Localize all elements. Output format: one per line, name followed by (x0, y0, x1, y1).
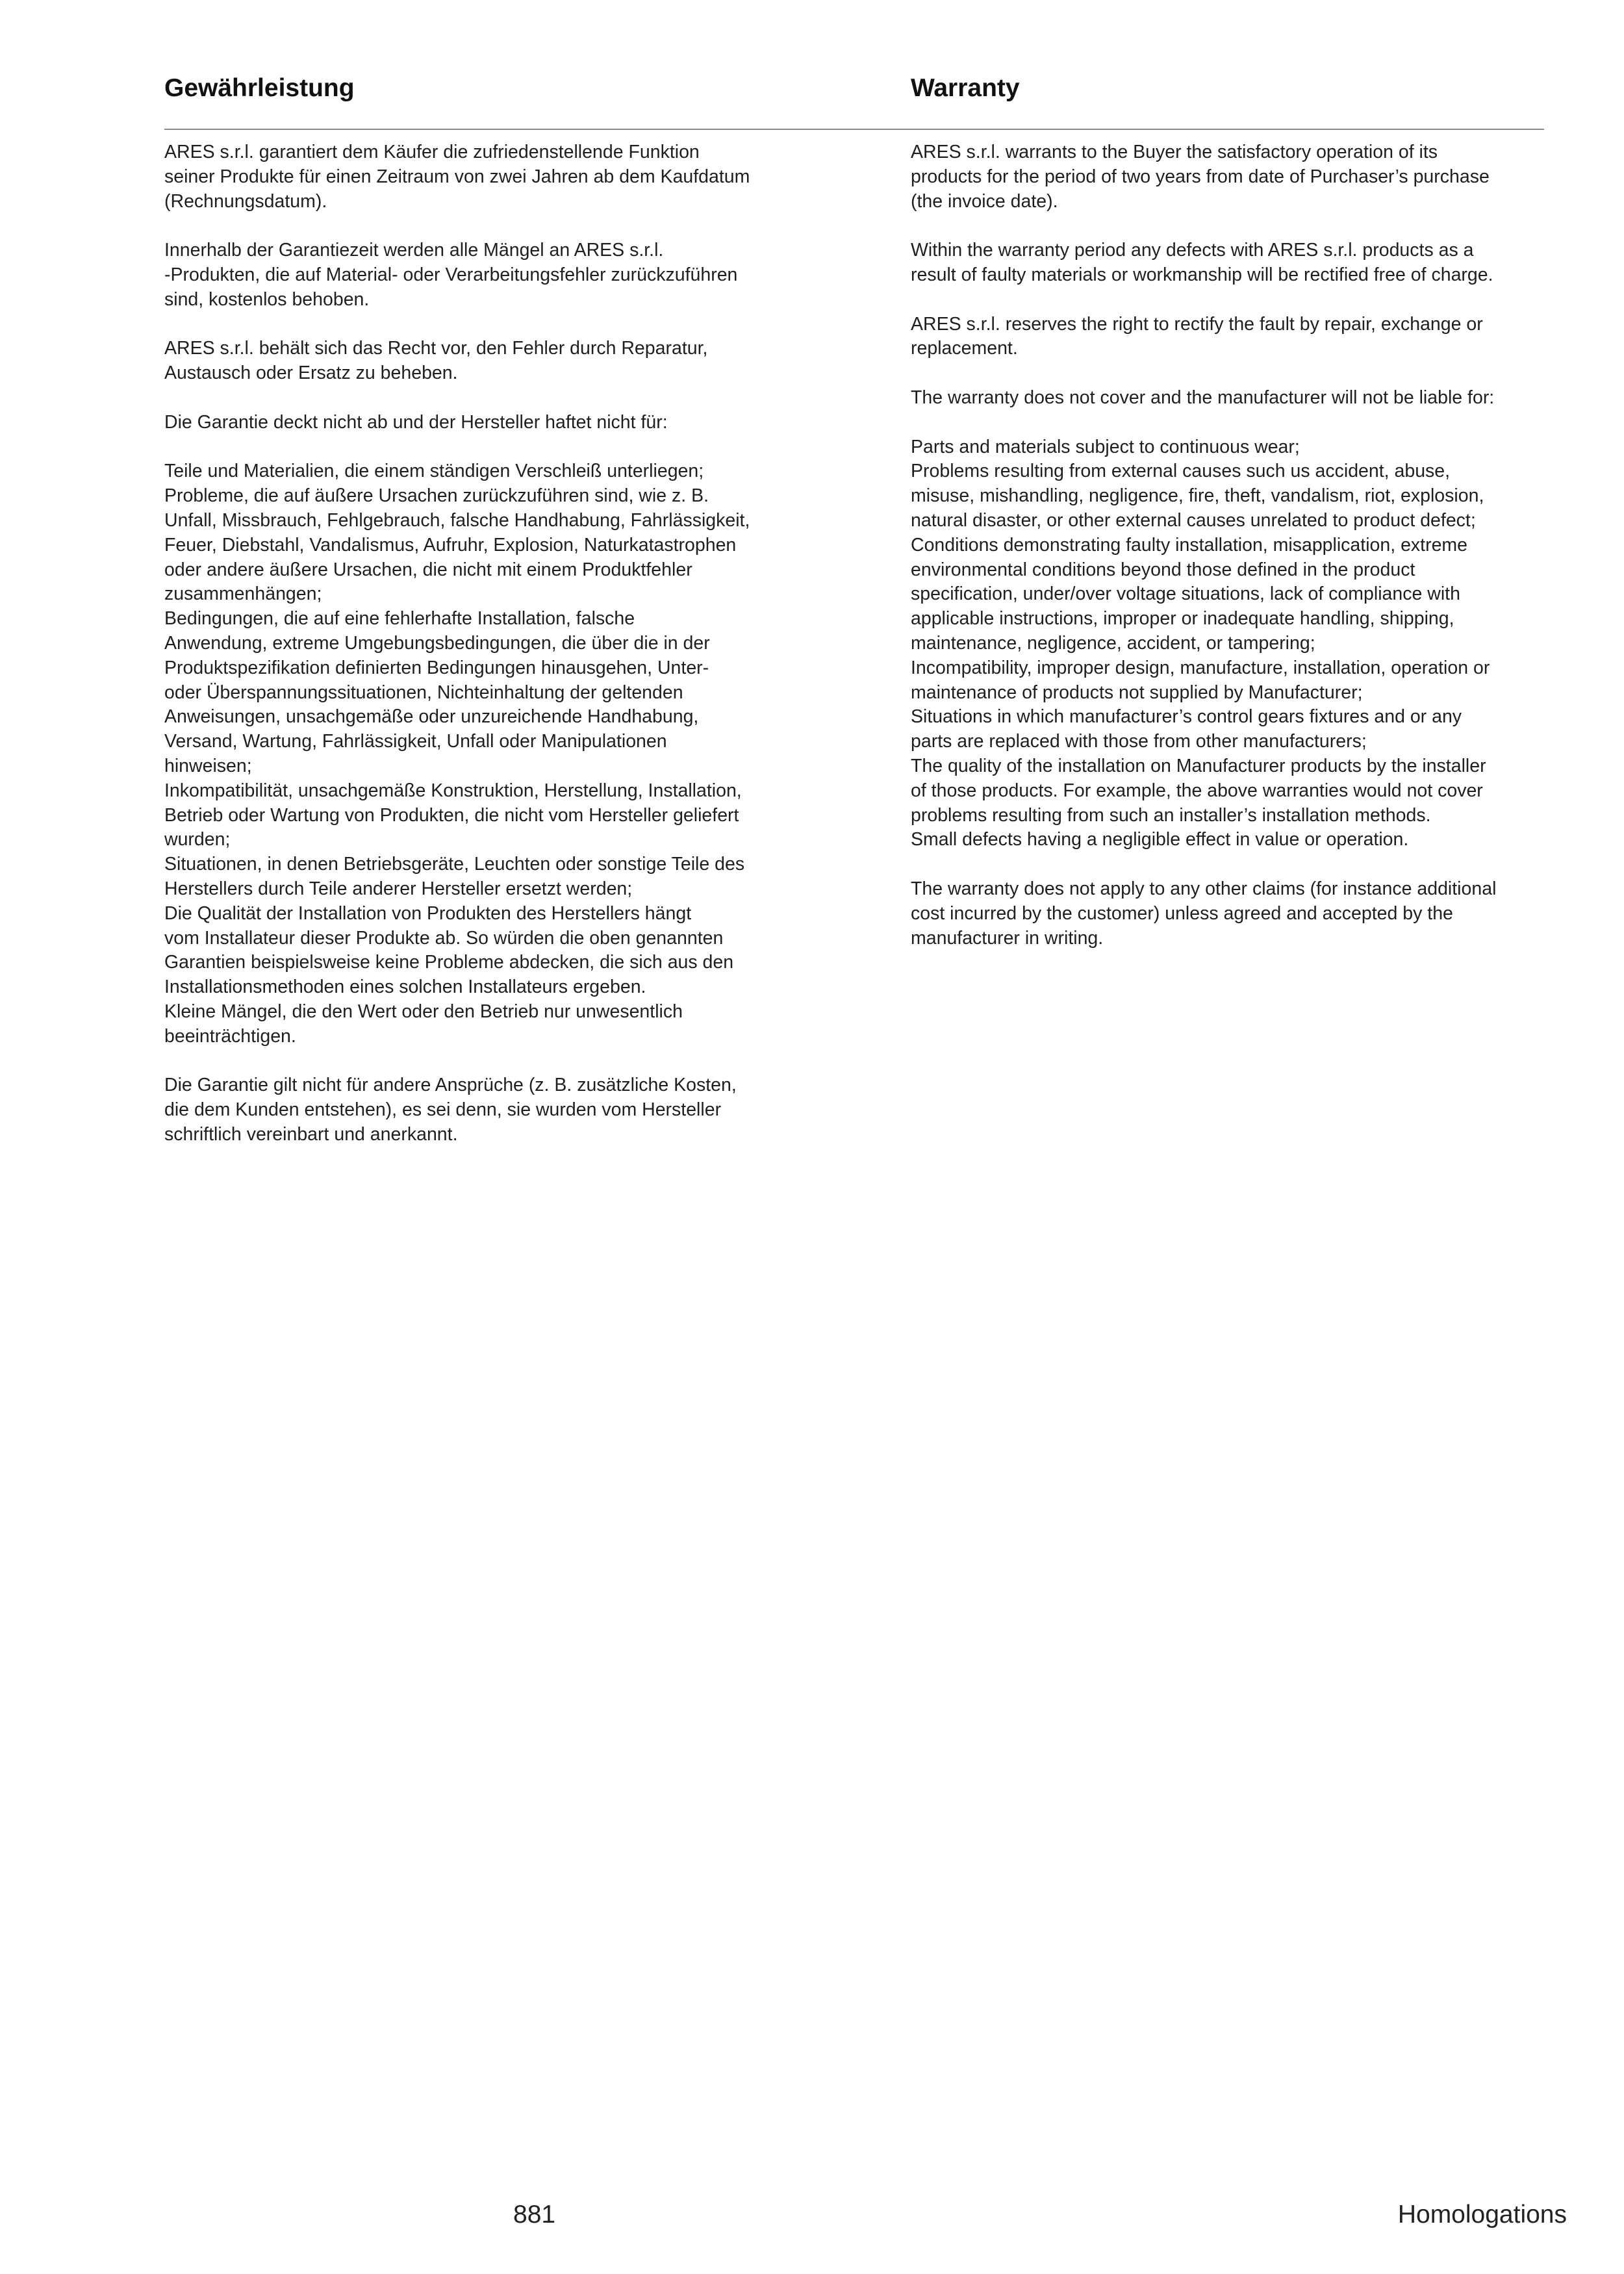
german-text-line: sind, kostenlos behoben. (164, 288, 370, 310)
german-text-line: Die Qualität der Installation von Produkten des Herstellers hängt (164, 902, 692, 924)
english-text-line: parts are replaced with those from other manufacturers; (911, 731, 1367, 752)
german-text-line: wurden; (164, 829, 231, 850)
german-text-line: Installationsmethoden eines solchen Installateurs ergeben. (164, 977, 646, 998)
english-text-line: (the invoice date). (911, 190, 1058, 212)
german-text-line: die dem Kunden entstehen), es sei denn, sie wurden vom Hersteller (164, 1099, 722, 1121)
english-text-line: products for the period of two years from date of Purchaser’s purchase (911, 166, 1490, 187)
german-text-line: Austausch oder Ersatz zu beheben. (164, 363, 458, 384)
english-text-line: applicable instructions, improper or inadequate handling, shipping, (911, 608, 1454, 630)
page-number: 881 (513, 2201, 556, 2229)
english-text-line: specification, under/over voltage situations, lack of compliance with (911, 583, 1460, 605)
german-paragraph (164, 238, 814, 312)
english-text-line: Situations in which manufacturer’s control gears fixtures and or any (911, 706, 1462, 728)
german-text-line: Produktspezifikation definierten Bedingungen hinausgehen, Unter- (164, 657, 709, 678)
english-paragraph (911, 435, 1560, 853)
english-text-line: problems resulting from such an installer’s installation methods. (911, 804, 1431, 826)
english-text-line: Conditions demonstrating faulty installation, misapplication, extreme (911, 534, 1468, 556)
german-text-line: seiner Produkte für einen Zeitraum von zwei Jahren ab dem Kaufdatum (164, 166, 750, 187)
english-paragraph (911, 238, 1560, 288)
german-text-line: Die Garantie deckt nicht ab und der Hersteller haftet nicht für: (164, 411, 668, 433)
english-text-line: manufacturer in writing. (911, 927, 1104, 949)
german-text-line: Anweisungen, unsachgemäße oder unzureichende Handhabung, (164, 706, 699, 728)
german-text-line: Anwendung, extreme Umgebungsbedingungen, die über die in der (164, 632, 710, 654)
german-text-line: Inkompatibilität, unsachgemäße Konstruktion, Herstellung, Installation, (164, 780, 742, 801)
english-text-line: Within the warranty period any defects with ARES s.r.l. products as a (911, 240, 1474, 261)
german-paragraph (164, 1073, 814, 1147)
german-text-line: Unfall, Missbrauch, Fehlgebrauch, falsche Handhabung, Fahrlässigkeit, (164, 509, 750, 531)
english-text-line: The warranty does not cover and the manufacturer will not be liable for: (911, 387, 1495, 408)
german-text-line: Feuer, Diebstahl, Vandalismus, Aufruhr, Explosion, Naturkatastrophen (164, 534, 737, 556)
german-text-line: hinweisen; (164, 755, 252, 776)
english-text-line: Problems resulting from external causes such us accident, abuse, (911, 461, 1451, 482)
german-text-line: Probleme, die auf äußere Ursachen zurückzuführen sind, wie z. B. (164, 485, 709, 507)
english-text-line: ARES s.r.l. reserves the right to rectify the fault by repair, exchange or (911, 313, 1483, 335)
german-text-line: Innerhalb der Garantiezeit werden alle Mängel an ARES s.r.l. (164, 240, 664, 261)
english-heading: Warranty (911, 74, 1020, 102)
english-text-line: environmental conditions beyond those defined in the product (911, 559, 1415, 580)
english-text-line: ARES s.r.l. warrants to the Buyer the satisfactory operation of its (911, 142, 1438, 162)
header-divider (164, 129, 1544, 130)
german-paragraph (164, 337, 814, 386)
german-text-line: oder Überspannungssituationen, Nichteinhaltung der geltenden (164, 682, 683, 703)
german-text-line: -Produkten, die auf Material- oder Verarbeitungsfehler zurückzuführen (164, 264, 738, 285)
german-text-line: Kleine Mängel, die den Wert oder den Betrieb nur unwesentlich (164, 1001, 683, 1022)
english-text-line: cost incurred by the customer) unless agreed and accepted by the (911, 902, 1453, 924)
german-text-line: zusammenhängen; (164, 583, 322, 605)
english-text-line: maintenance of products not supplied by Manufacturer; (911, 682, 1363, 703)
english-text-line: Small defects having a negligible effect in value or operation. (911, 829, 1409, 850)
german-text-line: Teile und Materialien, die einem ständigen Verschleiß unterliegen; (164, 461, 704, 482)
german-text-line: Betrieb oder Wartung von Produkten, die nicht vom Hersteller geliefert (164, 804, 739, 826)
english-text-line: Parts and materials subject to continuous wear; (911, 436, 1300, 457)
section-name: Homologations (1397, 2201, 1567, 2229)
german-text-line: vom Installateur dieser Produkte ab. So würden die oben genannten (164, 927, 724, 949)
german-paragraph (164, 459, 814, 1049)
german-text-line: Die Garantie gilt nicht für andere Ansprüche (z. B. zusätzliche Kosten, (164, 1075, 737, 1096)
german-text-line: Bedingungen, die auf eine fehlerhafte Installation, falsche (164, 608, 635, 630)
english-text-line: replacement. (911, 338, 1018, 359)
english-text-line: result of faulty materials or workmanship will be rectified free of charge. (911, 264, 1493, 285)
german-text-line: Herstellers durch Teile anderer Hersteller ersetzt werden; (164, 878, 633, 899)
german-text-line: Situationen, in denen Betriebsgeräte, Leuchten oder sonstige Teile des (164, 854, 745, 875)
german-paragraph (164, 411, 814, 435)
english-text-line: misuse, mishandling, negligence, fire, theft, vandalism, riot, explosion, (911, 485, 1484, 507)
german-text-line: Garantien beispielsweise keine Probleme abdecken, die sich aus den (164, 952, 734, 973)
english-paragraph (911, 313, 1560, 362)
english-text-line: natural disaster, or other external causes unrelated to product defect; (911, 509, 1476, 531)
english-text-line: maintenance, negligence, accident, or tampering; (911, 632, 1315, 654)
english-paragraph (911, 140, 1560, 214)
german-text-line: ARES s.r.l. garantiert dem Käufer die zufriedenstellende Funktion (164, 142, 700, 162)
german-text-line: oder andere äußere Ursachen, die nicht mit einem Produktfehler (164, 559, 692, 580)
english-paragraph (911, 877, 1560, 951)
english-column (911, 140, 1560, 975)
german-text-line: beeinträchtigen. (164, 1025, 296, 1047)
german-heading: Gewährleistung (164, 74, 355, 102)
german-paragraph (164, 140, 814, 214)
english-text-line: of those products. For example, the above warranties would not cover (911, 780, 1483, 801)
german-text-line: Versand, Wartung, Fahrlässigkeit, Unfall oder Manipulationen (164, 731, 667, 752)
german-text-line: schriftlich vereinbart und anerkannt. (164, 1123, 458, 1145)
german-text-line: (Rechnungsdatum). (164, 190, 327, 212)
english-text-line: The warranty does not apply to any other claims (for instance additional (911, 878, 1497, 899)
german-column (164, 140, 814, 1171)
english-text-line: Incompatibility, improper design, manufacture, installation, operation or (911, 657, 1490, 678)
english-text-line: The quality of the installation on Manufacturer products by the installer (911, 755, 1486, 776)
english-paragraph (911, 386, 1560, 411)
german-text-line: ARES s.r.l. behält sich das Recht vor, den Fehler durch Reparatur, (164, 338, 708, 359)
